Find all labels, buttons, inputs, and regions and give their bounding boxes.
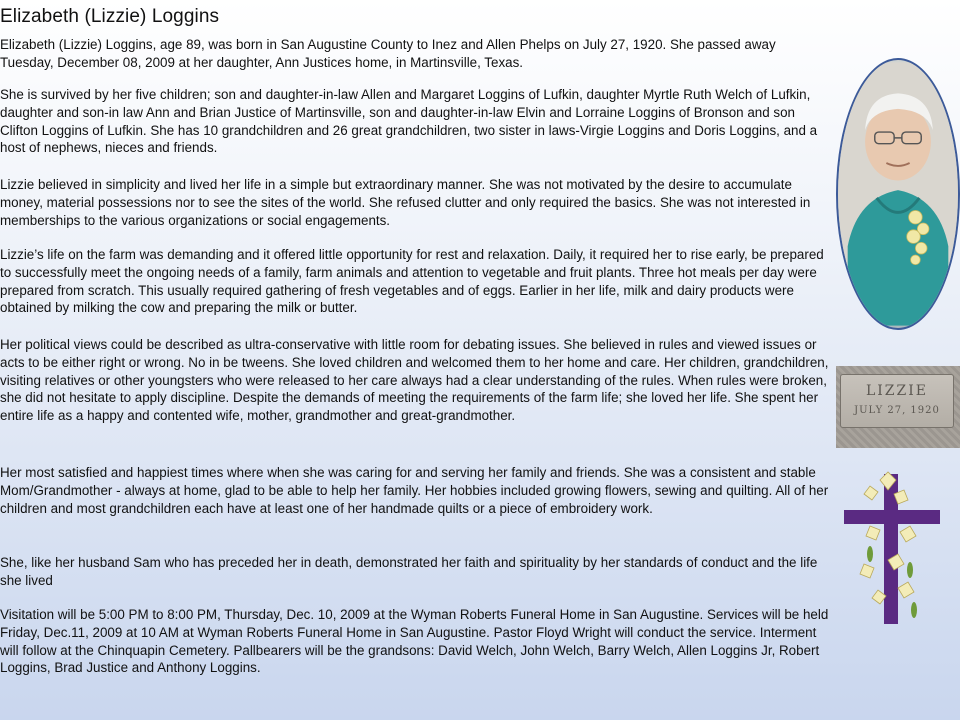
portrait-photo — [836, 58, 960, 330]
paragraph-survivors: She is survived by her five children; son and daughter-in-law Allen and Margaret Loggins of Lufkin, daughter Myrtle Ruth Welch of Lufkin, daughter and son-in law Ann and Brian Justice of Martinsville, son and daughter-in-law Elvin and Lorraine Loggins of Bronson and son Clifton Loggins of Lufkin. She has 10 grandchildren and 26 great grandchildren, two sister in laws-Virgie Loggins and Doris Loggins, and a host of nephews, nieces and friends. — [0, 87, 818, 156]
paragraph-farm-life: Lizzie’s life on the farm was demanding and it offered little opportunity for rest and relaxation. Daily, it required her to rise early, be prepared to successfully meet the ongoing needs of a family, farm animals and attention to vegetable and fruit plants. Three hot meals per day were prepared from scratch. This usually required gathering of fresh vegetables and of eggs. Earlier in her life, milk and dairy products were obtained by milking the cow and preparing the milk or butter. — [0, 247, 824, 316]
portrait-illustration — [838, 60, 958, 328]
gravestone-photo — [836, 366, 960, 448]
page-title: Elizabeth (Lizzie) Loggins — [0, 6, 220, 27]
paragraph-views: Her political views could be described as ultra-conservative with little room for debating issues. She believed in rules and viewed issues or acts to be either right or wrong. No in be tweens. She loved children and welcomed them to her home and care. Her children, grandchildren, visiting relatives or other youngsters who were released to her care always had a clear understanding of the rules. When rules were broken, she did not hesitate to apply discipline. Despite the demands of meeting the requirements of the farm life; she loved her life. She spent her entire life as a happy and contented wife, mother, grandmother and great-grandmother. — [0, 337, 829, 424]
paragraph-services: Visitation will be 5:00 PM to 8:00 PM, Thursday, Dec. 10, 2009 at the Wyman Roberts Funeral Home in San Augustine. Services will be held Friday, Dec.11, 2009 at 10 AM at Wyman Roberts Funeral Home in San Augustine. Pastor Floyd Wright will conduct the service. Interment will follow at the Chinquapin Cemetery. Pallbearers will be the grandsons: David Welch, John Welch, Barry Welch, Allen Loggins Jr, Robert Loggins, Brad Justice and Anthony Loggins. — [0, 607, 829, 676]
gravestone-name: LIZZIE — [865, 383, 929, 399]
paragraph-happiest-times: Her most satisfied and happiest times where when she was caring for and serving her family and friends. She was a consistent and stable Mom/Grandmother - always at home, glad to be able to help her family. Her hobbies included growing flowers, sewing and quilting. All of her children and most grandchildren each have at least one of her handmade quilts or a piece of embroidery work. — [0, 465, 829, 516]
gravestone-date: JULY 27, 1920 — [854, 405, 940, 416]
cross-with-lilies-icon — [840, 470, 950, 628]
paragraph-simplicity: Lizzie believed in simplicity and lived her life in a simple but extraordinary manner. She was not motivated by the desire to accumulate money, material possessions nor to see the sites of the world. She refused clutter and only required the basics. She was not interested in memberships to the various organizations or social engagements. — [0, 177, 811, 228]
paragraph-faith: She, like her husband Sam who has preceded her in death, demonstrated her faith and spirituality by her standards of conduct and the life she lived — [0, 555, 818, 588]
gravestone-plate — [840, 374, 954, 428]
paragraph-birth: Elizabeth (Lizzie) Loggins, age 89, was born in San Augustine County to Inez and Allen Phelps on July 27, 1920. She passed away Tuesday, December 08, 2009 at her daughter, Ann Justices home, in Martinsville, Texas. — [0, 37, 776, 70]
